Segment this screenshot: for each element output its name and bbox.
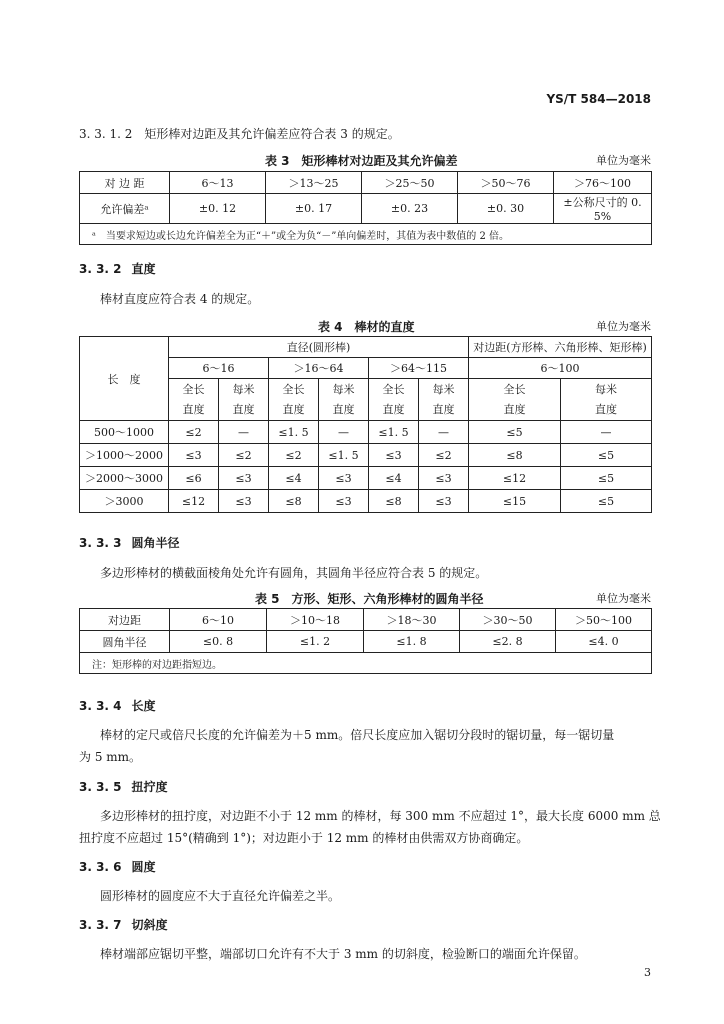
table4-sub-per: 每米 直度 [419, 379, 469, 421]
table-cell: 500～1000 [80, 421, 169, 444]
table-cell: 圆角半径 [80, 631, 170, 653]
table-cell: ＞10～18 [267, 609, 364, 631]
table-cell: ±0. 30 [458, 194, 554, 224]
table-cell: ≤3 [219, 490, 269, 513]
heading-3-3-5 [79, 778, 168, 795]
table-cell: ＞76～100 [554, 172, 652, 194]
table-row [80, 444, 652, 467]
table-cell: ≤1. 5 [269, 421, 319, 444]
table-cell: 对边距 [80, 609, 170, 631]
table-cell: ±公称尺寸的 0. 5% [554, 194, 652, 224]
table-cell: ≤3 [169, 444, 219, 467]
table4-sub-per: 每米 直度 [561, 379, 652, 421]
table-cell: ≤5 [561, 490, 652, 513]
table-cell: ≤3 [319, 490, 369, 513]
table4-sub-full: 全长 直度 [169, 379, 219, 421]
table4-round-header: 直径(圆形棒) [169, 337, 469, 358]
section-title: 直度 [131, 262, 156, 276]
table-cell: ≤5 [561, 444, 652, 467]
table-cell: ＞50～100 [556, 609, 652, 631]
table-cell: ≤2 [169, 421, 219, 444]
table3-row-tolerance [80, 194, 652, 224]
table-cell: ≤12 [469, 467, 561, 490]
table-cell: ±0. 23 [362, 194, 458, 224]
table4-sub-full: 全长 直度 [369, 379, 419, 421]
section-title: 长度 [131, 699, 156, 713]
table-cell: ≤5 [561, 467, 652, 490]
table-cell: ＞25～50 [362, 172, 458, 194]
section-title: 圆角半径 [131, 536, 180, 550]
table-cell: ≤4 [369, 467, 419, 490]
table4 [79, 336, 652, 513]
section-number: 3. 3. 4 [79, 699, 122, 713]
table-cell: 对 边 距 [80, 172, 170, 194]
table-cell: ±0. 17 [266, 194, 362, 224]
table-cell: ≤2 [269, 444, 319, 467]
table4-sub-per: 每米 直度 [219, 379, 269, 421]
section-number: 3. 3. 5 [79, 780, 122, 794]
table5-row-distance [80, 609, 652, 631]
heading-3-3-7 [79, 916, 168, 933]
table-cell: ≤3 [319, 467, 369, 490]
table3 [79, 171, 652, 245]
clause-3-3-5-line2: 扭拧度不应超过 15°(精确到 1°)；对边距小于 12 mm 的棒材由供需双方协商确定。 [79, 831, 529, 845]
clause-3-3-4-line2: 为 5 mm。 [79, 750, 142, 764]
table-cell: ＞3000 [80, 490, 169, 513]
table4-poly-header: 对边距(方形棒、六角形棒、矩形棒) [469, 337, 652, 358]
table-cell: ≤1. 8 [364, 631, 460, 653]
heading-3-3-6 [79, 858, 156, 875]
heading-3-3-4 [79, 697, 156, 714]
table4-range: ＞16～64 [269, 358, 369, 379]
clause-3-3-1-2: 3. 3. 1. 2 矩形棒对边距及其允许偏差应符合表 3 的规定。 [79, 127, 400, 141]
section-number: 3. 3. 2 [79, 262, 122, 276]
heading-3-3-2 [79, 260, 156, 277]
table-cell: ≤4 [269, 467, 319, 490]
table-cell: ＞2000～3000 [80, 467, 169, 490]
section-number: 3. 3. 6 [79, 860, 122, 874]
table-cell: ≤0. 8 [170, 631, 267, 653]
table-row [80, 467, 652, 490]
table-cell: ≤5 [469, 421, 561, 444]
section-number: 3. 3. 7 [79, 918, 122, 932]
table-cell: — [419, 421, 469, 444]
heading-3-3-3 [79, 534, 180, 551]
table4-range: 6～16 [169, 358, 269, 379]
table-cell: ≤3 [419, 490, 469, 513]
table-cell: ≤15 [469, 490, 561, 513]
section-number: 3. 3. 3 [79, 536, 122, 550]
clause-3-3-5-line1: 多边形棒材的扭拧度，对边距不小于 12 mm 的棒材，每 300 mm 不应超过 1°，最大长度 6000 mm 总 [100, 809, 661, 823]
table4-sub-per: 每米 直度 [319, 379, 369, 421]
table-cell: ＞13～25 [266, 172, 362, 194]
section-title: 切斜度 [131, 918, 168, 932]
table5-caption: 表 5 方形、矩形、六角形棒材的圆角半径 [255, 592, 484, 606]
table5-unit: 单位为毫米 [596, 592, 651, 605]
table3-caption: 表 3 矩形棒材对边距及其允许偏差 [265, 154, 458, 168]
table-cell: 6～10 [170, 609, 267, 631]
table-cell: 允许偏差ᵃ [80, 194, 170, 224]
clause-3-3-3-text: 多边形棒材的横截面棱角处允许有圆角，其圆角半径应符合表 5 的规定。 [100, 566, 488, 580]
table-cell: ≤3 [219, 467, 269, 490]
section-title: 圆度 [131, 860, 156, 874]
table-cell: — [219, 421, 269, 444]
table4-length-header: 长 度 [80, 337, 169, 421]
section-title: 扭拧度 [131, 780, 168, 794]
table-row [80, 490, 652, 513]
table3-footnote: ᵃ 当要求短边或长边允许偏差全为正“＋”或全为负“－”单向偏差时，其值为表中数值的 2 倍。 [80, 224, 652, 245]
table-cell: ≤3 [369, 444, 419, 467]
table5-note: 注：矩形棒的对边距指短边。 [80, 653, 652, 674]
table-cell: ≤1. 5 [369, 421, 419, 444]
table-cell: ±0. 12 [170, 194, 266, 224]
table-row [80, 421, 652, 444]
table3-row-distance [80, 172, 652, 194]
table-cell: ≤8 [269, 490, 319, 513]
table-cell: ≤1. 5 [319, 444, 369, 467]
table-cell: ≤2 [219, 444, 269, 467]
clause-3-3-2-text: 棒材直度应符合表 4 的规定。 [100, 292, 260, 306]
table4-unit: 单位为毫米 [596, 320, 651, 333]
table4-range: ＞64～115 [369, 358, 469, 379]
table-cell: ＞1000～2000 [80, 444, 169, 467]
table4-sub-full: 全长 直度 [269, 379, 319, 421]
table4-caption: 表 4 棒材的直度 [318, 320, 415, 334]
table-cell: — [319, 421, 369, 444]
table3-unit: 单位为毫米 [596, 154, 651, 167]
table-cell: ≤8 [369, 490, 419, 513]
standard-code: YS/T 584—2018 [546, 92, 651, 106]
clause-3-3-6-text: 圆形棒材的圆度应不大于直径允许偏差之半。 [100, 889, 341, 903]
table-cell: ＞30～50 [460, 609, 556, 631]
table-cell: ≤3 [419, 467, 469, 490]
table-cell: ＞18～30 [364, 609, 460, 631]
table-cell: ≤12 [169, 490, 219, 513]
clause-3-3-7-text: 棒材端部应锯切平整，端部切口允许有不大于 3 mm 的切斜度，检验断口的端面允许保留。 [100, 947, 586, 961]
table4-range: 6～100 [469, 358, 652, 379]
table-cell: ≤4. 0 [556, 631, 652, 653]
page-number: 3 [644, 966, 651, 979]
table-cell: ＞50～76 [458, 172, 554, 194]
table5 [79, 608, 652, 674]
table-cell: ≤2 [419, 444, 469, 467]
table-cell: ≤8 [469, 444, 561, 467]
clause-3-3-4-line1: 棒材的定尺或倍尺长度的允许偏差为＋5 mm。倍尺长度应加入锯切分段时的锯切量，每一锯切量 [100, 728, 615, 742]
table-cell: ≤1. 2 [267, 631, 364, 653]
table-cell: ≤6 [169, 467, 219, 490]
table4-sub-full: 全长 直度 [469, 379, 561, 421]
table-cell: 6～13 [170, 172, 266, 194]
table5-row-radius [80, 631, 652, 653]
table-cell: ≤2. 8 [460, 631, 556, 653]
table-cell: — [561, 421, 652, 444]
